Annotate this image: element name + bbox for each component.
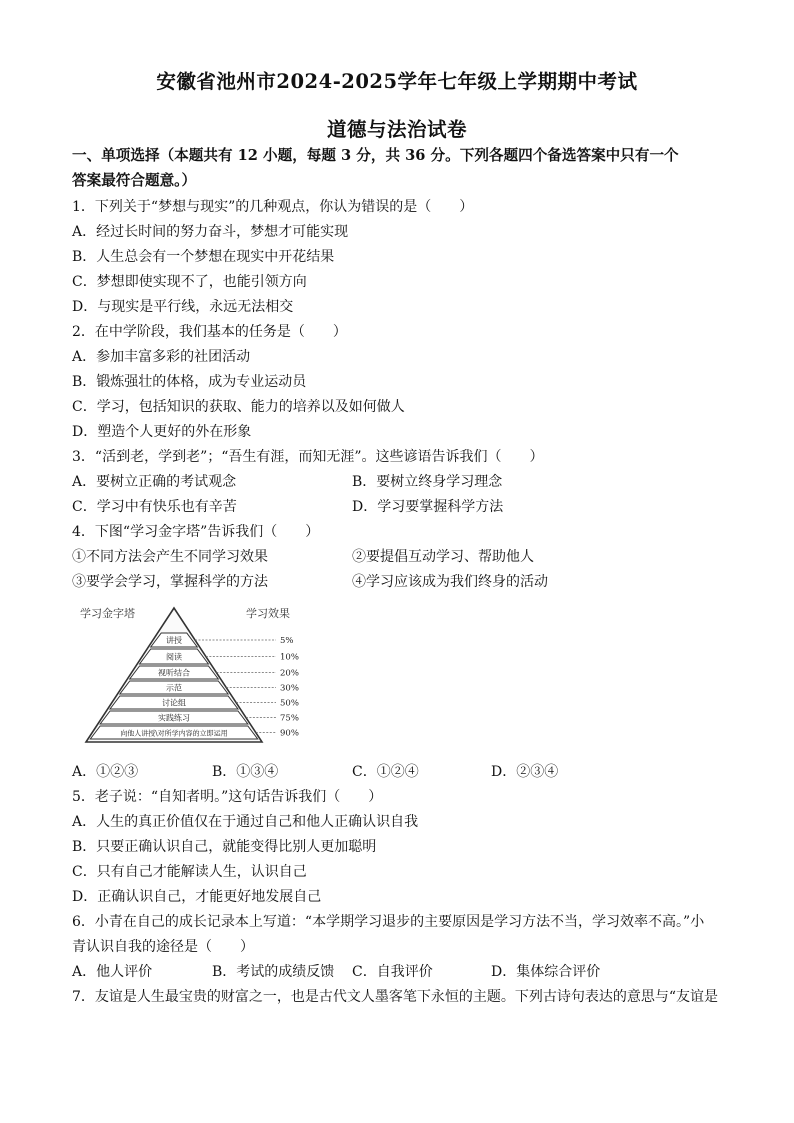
- option-c: C．只有自己才能解读人生，认识自己: [72, 864, 307, 880]
- statement-4: ④学习应该成为我们终身的活动: [352, 574, 548, 590]
- option-c: C．①②④: [352, 764, 419, 780]
- pyramid-tier-label: 示范: [166, 683, 182, 693]
- option-c: C．自我评价: [352, 964, 433, 980]
- option-b: B．①③④: [212, 764, 279, 780]
- option-d: D．集体综合评价: [491, 964, 601, 980]
- pyramid-tier-label: 讲授: [166, 636, 182, 645]
- option-d: D．塑造个人更好的外在形象: [72, 424, 252, 440]
- option-b: B．考试的成绩反馈: [212, 964, 335, 980]
- section-heading-cont: 答案最符合题意。）: [72, 172, 197, 189]
- option-b: B．只要正确认识自己，就能变得比别人更加聪明: [72, 839, 377, 855]
- pyramid-tier-percent: 5%: [280, 636, 294, 646]
- question-stem: 2．在中学阶段，我们基本的任务是（ ）: [72, 324, 347, 340]
- option-a: A．人生的真正价值仅在于通过自己和他人正确认识自我: [72, 814, 419, 830]
- section-heading: 一、单项选择（本题共有 12 小题，每题 3 分，共 36 分。下列各题四个备选答案中只有一个: [72, 147, 679, 164]
- pyramid-tier-label: 视听结合: [158, 668, 190, 678]
- pyramid-tier-percent: 30%: [280, 683, 299, 694]
- option-c: C．梦想即使实现不了，也能引领方向: [72, 274, 307, 290]
- statement-1: ①不同方法会产生不同学习效果: [72, 549, 268, 565]
- option-a: A．要树立正确的考试观念: [72, 474, 237, 490]
- question-stem: 7．友谊是人生最宝贵的财富之一，也是古代文人墨客笔下永恒的主题。下列古诗句表达的意思与“友谊是: [72, 989, 719, 1005]
- question-stem: 4．下图“学习金字塔”告诉我们（ ）: [72, 524, 320, 540]
- option-d: D．正确认识自己，才能更好地发展自己: [72, 889, 322, 905]
- option-b: B．要树立终身学习理念: [352, 474, 503, 490]
- statement-2: ②要提倡互动学习、帮助他人: [352, 549, 534, 565]
- option-b: B．人生总会有一个梦想在现实中开花结果: [72, 249, 335, 265]
- question-stem: 5．老子说：“自知者明。”这句话告诉我们（ ）: [72, 789, 383, 805]
- pyramid-tier-percent: 90%: [280, 728, 299, 739]
- pyramid-tier-label: 讨论组: [162, 698, 186, 708]
- statement-3: ③要学会学习，掌握科学的方法: [72, 574, 268, 590]
- option-d: D．②③④: [491, 764, 559, 780]
- pyramid-tier-label: 实践练习: [158, 713, 190, 723]
- pyramid-effect-label: 学习效果: [246, 607, 290, 620]
- pyramid-tier-label: 阅读: [166, 652, 182, 662]
- learning-pyramid-figure: [78, 604, 308, 746]
- exam-subject: 道德与法治试卷: [326, 118, 467, 141]
- pyramid-tier-percent: 75%: [280, 713, 299, 724]
- option-a: A．经过长时间的努力奋斗，梦想才可能实现: [72, 224, 349, 240]
- question-stem: 1．下列关于“梦想与现实”的几种观点，你认为错误的是（ ）: [72, 199, 474, 215]
- pyramid-tier-percent: 10%: [280, 652, 299, 663]
- pyramid-tier-percent: 50%: [280, 698, 299, 709]
- exam-title: 安徽省池州市2024-2025学年七年级上学期期中考试: [156, 70, 638, 93]
- question-stem: 6．小青在自己的成长记录本上写道：“本学期学习退步的主要原因是学习方法不当，学习效率不高。”小: [72, 914, 705, 930]
- option-d: D．学习要掌握科学方法: [352, 499, 504, 515]
- option-a: A．①②③: [72, 764, 139, 780]
- pyramid-tier-label: 向他人讲授\对所学内容的立即运用: [120, 729, 228, 738]
- option-d: D．与现实是平行线，永远无法相交: [72, 299, 294, 315]
- option-a: A．参加丰富多彩的社团活动: [72, 349, 251, 365]
- pyramid-tier-percent: 20%: [280, 668, 299, 679]
- pyramid-title: 学习金字塔: [80, 607, 135, 620]
- option-a: A．他人评价: [72, 964, 153, 980]
- option-c: C．学习中有快乐也有辛苦: [72, 499, 237, 515]
- option-b: B．锻炼强壮的体格，成为专业运动员: [72, 374, 307, 390]
- question-stem: 3．“活到老，学到老”；“吾生有涯，而知无涯”。这些谚语告诉我们（ ）: [72, 449, 544, 465]
- question-stem-cont: 青认识自我的途径是（ ）: [72, 939, 254, 955]
- option-c: C．学习，包括知识的获取、能力的培养以及如何做人: [72, 399, 405, 415]
